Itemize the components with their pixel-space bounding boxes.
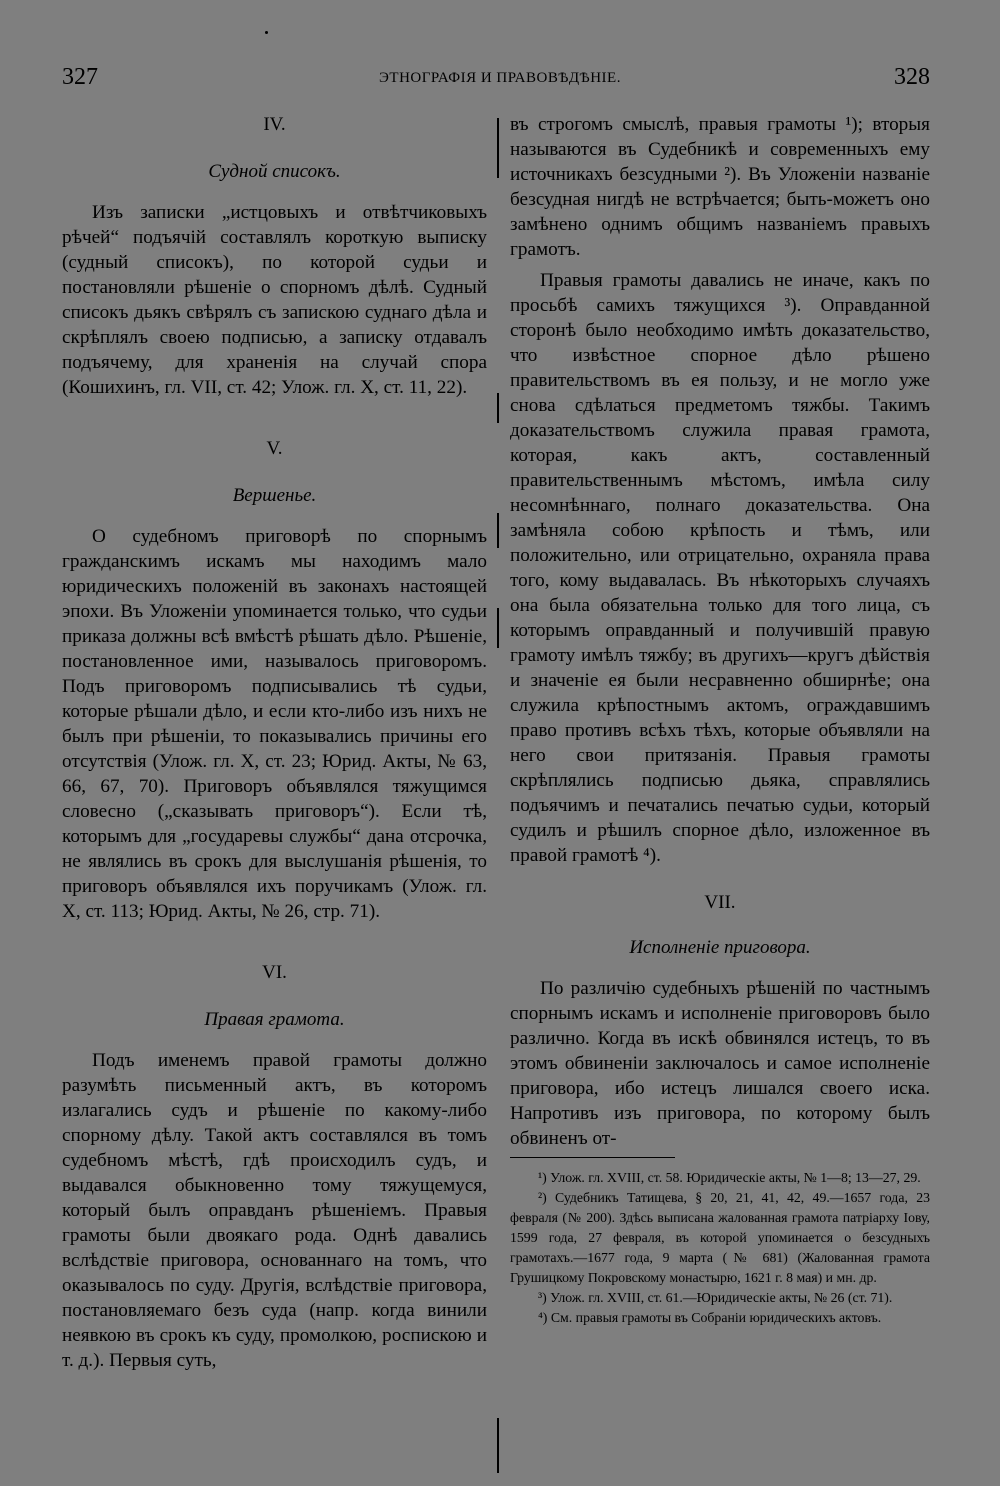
section-7-paragraph: По различію судебныхъ рѣшеній по частнымъ спорнымъ искамъ и исполненіе приговоровъ было различно. Когда въ искѣ обвинялся истецъ, то въ этомъ обвиненіи заключалось и самое исполненіе приговора, ибо истецъ лишался своего иска. Напротивъ изъ приговора, по которому былъ обвиненъ от- — [510, 978, 930, 1149]
footnote: ¹) Улож. гл. XVIII, ст. 58. Юридическіе акты, № 1—8; 13—27, 29. — [538, 1170, 921, 1185]
section-6-title: Правая грамота. — [204, 1009, 345, 1030]
continued-paragraph: въ строгомъ смыслѣ, правыя грамоты ¹); вторыя называются въ Судебникѣ и современныхъ ему источникахъ безсудными ²). Въ Уложеніи названіе безсудная нигдѣ не встрѣчается; быть-можетъ оно замѣнено однимъ общимъ названіемъ правыхъ грамотъ. — [510, 114, 930, 260]
right-paragraph-2: Правыя грамоты давались не иначе, какъ по просьбѣ самихъ тяжущихся ³). Оправданной сторонѣ было необходимо имѣть доказательство, что извѣстное спорное дѣло рѣшено правительствомъ въ ея пользу, и не могло уже снова сдѣлаться предметомъ тяжбы. Такимъ доказательствомъ служила правая грамота, которая, какъ актъ, составленный правительственнымъ мѣстомъ, имѣла силу несомнѣннаго, полнаго доказательства. Она замѣняла собою крѣпость и тѣмъ, или положительно, или отрицательно, охраняла права того, кому выдавалась. Въ нѣкоторыхъ случаяхъ она была обязательна только для того лица, съ которымъ оправданный и получившій правую грамоту имѣлъ тяжбу; въ другихъ—кругъ дѣйствія и значеніе ея были несравненно обширнѣе; она служила крѣпостнымъ актомъ, ограждавшимъ право противъ всѣхъ тѣхъ, которые объявляли на него свои притязанія. Правыя грамоты скрѣплялись подписью дьяка, справлялись подъячимъ и печатались печатью судьи, который судилъ и рѣшилъ спорное дѣло, изложенное въ правой грамотѣ ⁴). — [510, 270, 930, 866]
section-4-paragraph: Изъ записки „истцовыхъ и отвѣтчиковыхъ рѣчей“ подъячій составлялъ короткую выписку (судный списокъ), по которой судьи и постановляли рѣшеніе о спорномъ дѣлѣ. Судный списокъ дьякъ свѣрялъ съ запискою суднаго дѣла и скрѣплялъ своею подписью, а записку отдавалъ подъячему, для храненія на случай спора (Кошихинъ, гл. VII, ст. 42; Улож. гл. X, ст. 11, 22). — [62, 202, 487, 398]
section-6-paragraph: Подъ именемъ правой грамоты должно разумѣть письменный актъ, въ которомъ излагались судъ и рѣшеніе по какому-либо спорному дѣлу. Такой актъ составлялся въ томъ судебномъ мѣстѣ, гдѣ происходилъ судъ, и выдавался обыкновенно тому тяжущемуся, который былъ оправданъ рѣшеніемъ. Правыя грамоты были двоякаго рода. Однѣ давались вслѣдствіе приговора, основаннаго на томъ, что оказывалось по суду. Другія, вслѣдствіе приговора, постановляемаго безъ суда (напр. когда винили неявкою въ срокъ къ суду, промолкою, роспискою и т. д.). Первыя суть, — [62, 1050, 487, 1371]
footnote-rule — [510, 1157, 675, 1158]
footnote: ⁴) См. правыя грамоты въ Собраніи юридическихъ актовъ. — [538, 1310, 882, 1325]
speck-mark — [265, 31, 268, 34]
section-6-number: VI. — [262, 962, 287, 983]
section-7-number: VII. — [704, 892, 736, 913]
footnote: ³) Улож. гл. XVIII, ст. 61.—Юридическіе акты, № 26 (ст. 71). — [538, 1290, 893, 1305]
right-page-number: 328 — [894, 64, 930, 90]
running-title: ЭТНОГРАФІЯ И ПРАВОВѢДѢНІЕ. — [379, 70, 621, 86]
section-5-paragraph: О судебномъ приговорѣ по спорнымъ гражданскимъ искамъ мы находимъ мало юридическихъ положеній въ законахъ настоящей эпохи. Въ Уложеніи упоминается только, что судьи приказа должны всѣ вмѣстѣ рѣшать дѣло. Рѣшеніе, постановленное ими, называлось приговоромъ. Подъ приговоромъ подписывались тѣ судьи, которые рѣшали дѣло, и если кто-либо изъ нихъ не былъ при рѣшеніи, то показывались причины его отсутствія (Улож. гл. X, ст. 23; Юрид. Акты, № 63, 66, 67, 70). Приговоръ объявлялся тяжущимся словесно („сказывать приговоръ“). Если тѣ, которымъ для „государевы службы“ дана отсрочка, не являлись въ срокъ для выслушанія рѣшенія, то приговоръ объявлялся ихъ поручикамъ (Улож. гл. X, ст. 113; Юрид. Акты, № 26, стр. 71). — [62, 526, 487, 922]
left-page-number: 327 — [62, 64, 98, 90]
section-5-title: Вершенье. — [232, 485, 317, 506]
column-divider — [497, 118, 498, 1468]
section-4-number: IV. — [263, 114, 286, 135]
page-header — [0, 64, 1000, 94]
footnote: ²) Судебникъ Татищева, § 20, 21, 41, 42, 49.—1657 года, 23 февраля (№ 200). Здѣсь выписана жалованная грамота патріарху Іову, 1599 года, 27 февраля, въ которой упоминается о безсудныхъ грамотахъ.—1677 года, 9 марта (№ 681) (Жалованная грамота Грушицкому Покровскому монастырю, 1621 г. 8 мая) и мн. др. — [510, 1190, 930, 1285]
left-column — [62, 112, 487, 1373]
section-5-number: V. — [266, 438, 283, 459]
right-column — [510, 112, 930, 1328]
section-4-title: Судной списокъ. — [208, 161, 341, 182]
section-7-title: Исполненіе приговора. — [629, 937, 811, 958]
